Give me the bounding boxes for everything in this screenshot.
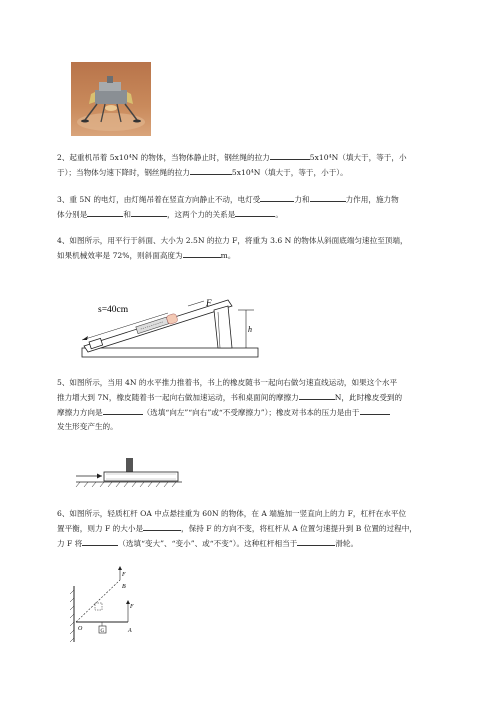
- q2-line1: 2、起重机吊着 5x10⁴N 的物体，当物体静止时，钢丝绳的拉力: [57, 153, 270, 162]
- q6-blank-3[interactable]: [297, 536, 335, 546]
- question-6: [57, 507, 467, 551]
- q5-line1: 5、如图所示，当用 4N 的水平推力推着书，书上的橡皮随书一起向右做匀速直线运动，如果这个水平: [57, 378, 398, 387]
- q5-text-4: 摩擦力方向是: [57, 408, 103, 417]
- q6-line1: 6、如图所示，轻质杠杆 OA 中点悬挂重为 60N 的物体，在 A 端施加一竖直向上的力 F，杠杆在水平位: [57, 509, 407, 518]
- q2-line2: 于）；当物体匀速下降时，钢丝绳的拉力: [57, 168, 190, 177]
- q2-line2b: 5x10⁴N（填大于，等于，小于）。: [231, 168, 348, 177]
- q6-blank-2[interactable]: [82, 536, 118, 546]
- q5-line4: 发生形变产生的。: [57, 422, 118, 431]
- q5-text-3: N，此时橡皮受到的: [334, 393, 403, 402]
- q3-text-4: 体分别是: [57, 210, 88, 219]
- q6-text-5: （选填“变大”、“变小”、或“不变”）。这种杠杆相当于: [118, 539, 298, 548]
- q4-blank-1[interactable]: [183, 248, 221, 258]
- q4-line1: 4、如图所示，用平行于斜面、大小为 2.5N 的拉力 F，将重为 3.6 N 的物体从斜面底端匀速拉至顶端，: [57, 236, 408, 245]
- h-label: h: [248, 325, 252, 334]
- q3-blank-2[interactable]: [310, 192, 346, 202]
- q6-text-2: 置平衡，则力 F 的大小是: [57, 524, 144, 533]
- q3-text-5: 和: [123, 210, 131, 219]
- q5-blank-1[interactable]: [299, 390, 335, 400]
- q3-blank-3[interactable]: [87, 207, 123, 217]
- q2-blank-2[interactable]: [190, 165, 232, 175]
- q3-text-1: 3、重 5N 的电灯，由灯绳吊着在竖直方向静止不动，电灯受: [57, 195, 261, 204]
- q3-blank-1[interactable]: [260, 192, 294, 202]
- lander-photo: [71, 62, 151, 136]
- q4-text-3: m。: [220, 251, 236, 260]
- q3-text-7: 。: [275, 210, 283, 219]
- question-5: [57, 376, 467, 434]
- q5-blank-3[interactable]: [360, 405, 390, 415]
- lever-a-label: A: [128, 628, 132, 634]
- q2-line1b: 5x10⁴N（填大于，等于，小: [309, 153, 407, 162]
- s-label: s=40cm: [98, 305, 129, 315]
- q5-text-5: （选填“向左”“向右”或“不受摩擦力”）；橡皮对书本的压力是由于: [142, 408, 360, 417]
- q6-blank-1[interactable]: [143, 521, 181, 531]
- question-3: [57, 192, 467, 222]
- q3-text-3: 力作用，施力物: [345, 195, 399, 204]
- q6-text-3: ，保持 F 的方向不变，将杠杆从 A 位置匀速提升到 B 位置的过程中，: [181, 524, 417, 533]
- q4-text-2: 如果机械效率是 72%，则斜面高度为: [57, 251, 183, 260]
- question-2: [57, 150, 467, 180]
- lever-g-label: G: [100, 629, 105, 634]
- f-label: F: [206, 298, 212, 308]
- q2-blank-1[interactable]: [270, 150, 310, 160]
- lever-f-top-label: F: [122, 572, 126, 578]
- q6-text-4: 力 F 将: [57, 539, 83, 548]
- lever-b-label: B: [122, 584, 126, 590]
- q3-blank-4[interactable]: [131, 207, 167, 217]
- q3-text-2: 力和: [294, 195, 310, 204]
- lever-figure: [62, 566, 154, 644]
- book-figure: [72, 454, 182, 492]
- q6-text-6: 滑轮。: [335, 539, 359, 548]
- lever-o-label: O: [78, 626, 83, 632]
- q5-text-2: 推力增大到 7N，橡皮随着书一起向右做加速运动，书和桌面间的摩擦力: [57, 393, 299, 402]
- q3-text-6: ，这两个力的关系是: [166, 210, 236, 219]
- incline-figure: [78, 284, 268, 364]
- question-4: [57, 234, 467, 263]
- q5-blank-2[interactable]: [103, 405, 143, 415]
- q3-blank-5[interactable]: [235, 207, 275, 217]
- lever-f-low-label: F: [130, 604, 134, 610]
